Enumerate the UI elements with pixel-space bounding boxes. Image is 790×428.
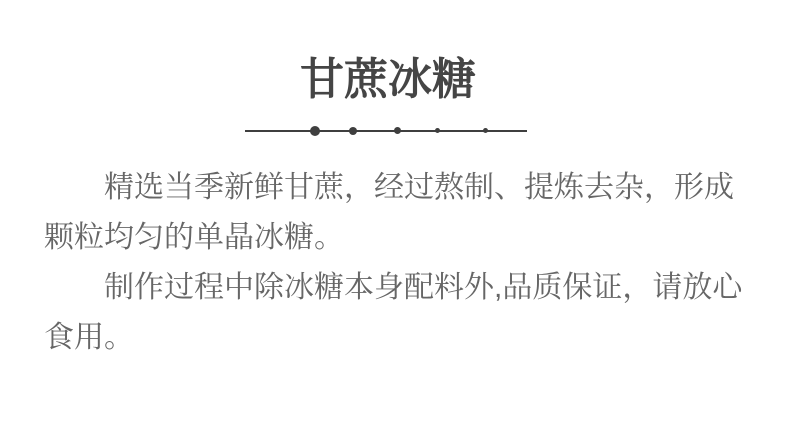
- product-description-page: [0, 54, 790, 428]
- page-title: 甘蔗冰糖: [300, 55, 476, 104]
- description-paragraph-1: 精选当季新鲜甘蔗，经过熬制、提炼去杂，形成颗粒均匀的单晶冰糖。: [44, 171, 734, 254]
- description-paragraph-2: 制作过程中除冰糖本身配料外,品质保证，请放心食用。: [44, 271, 743, 354]
- divider-dot-4: [435, 128, 440, 133]
- description-text-block: [0, 163, 790, 363]
- divider-dot-2: [349, 127, 357, 135]
- divider-dot-3: [394, 127, 401, 134]
- decorative-divider: [245, 125, 527, 137]
- divider-dot-1: [310, 126, 320, 136]
- divider-dot-5: [483, 128, 488, 133]
